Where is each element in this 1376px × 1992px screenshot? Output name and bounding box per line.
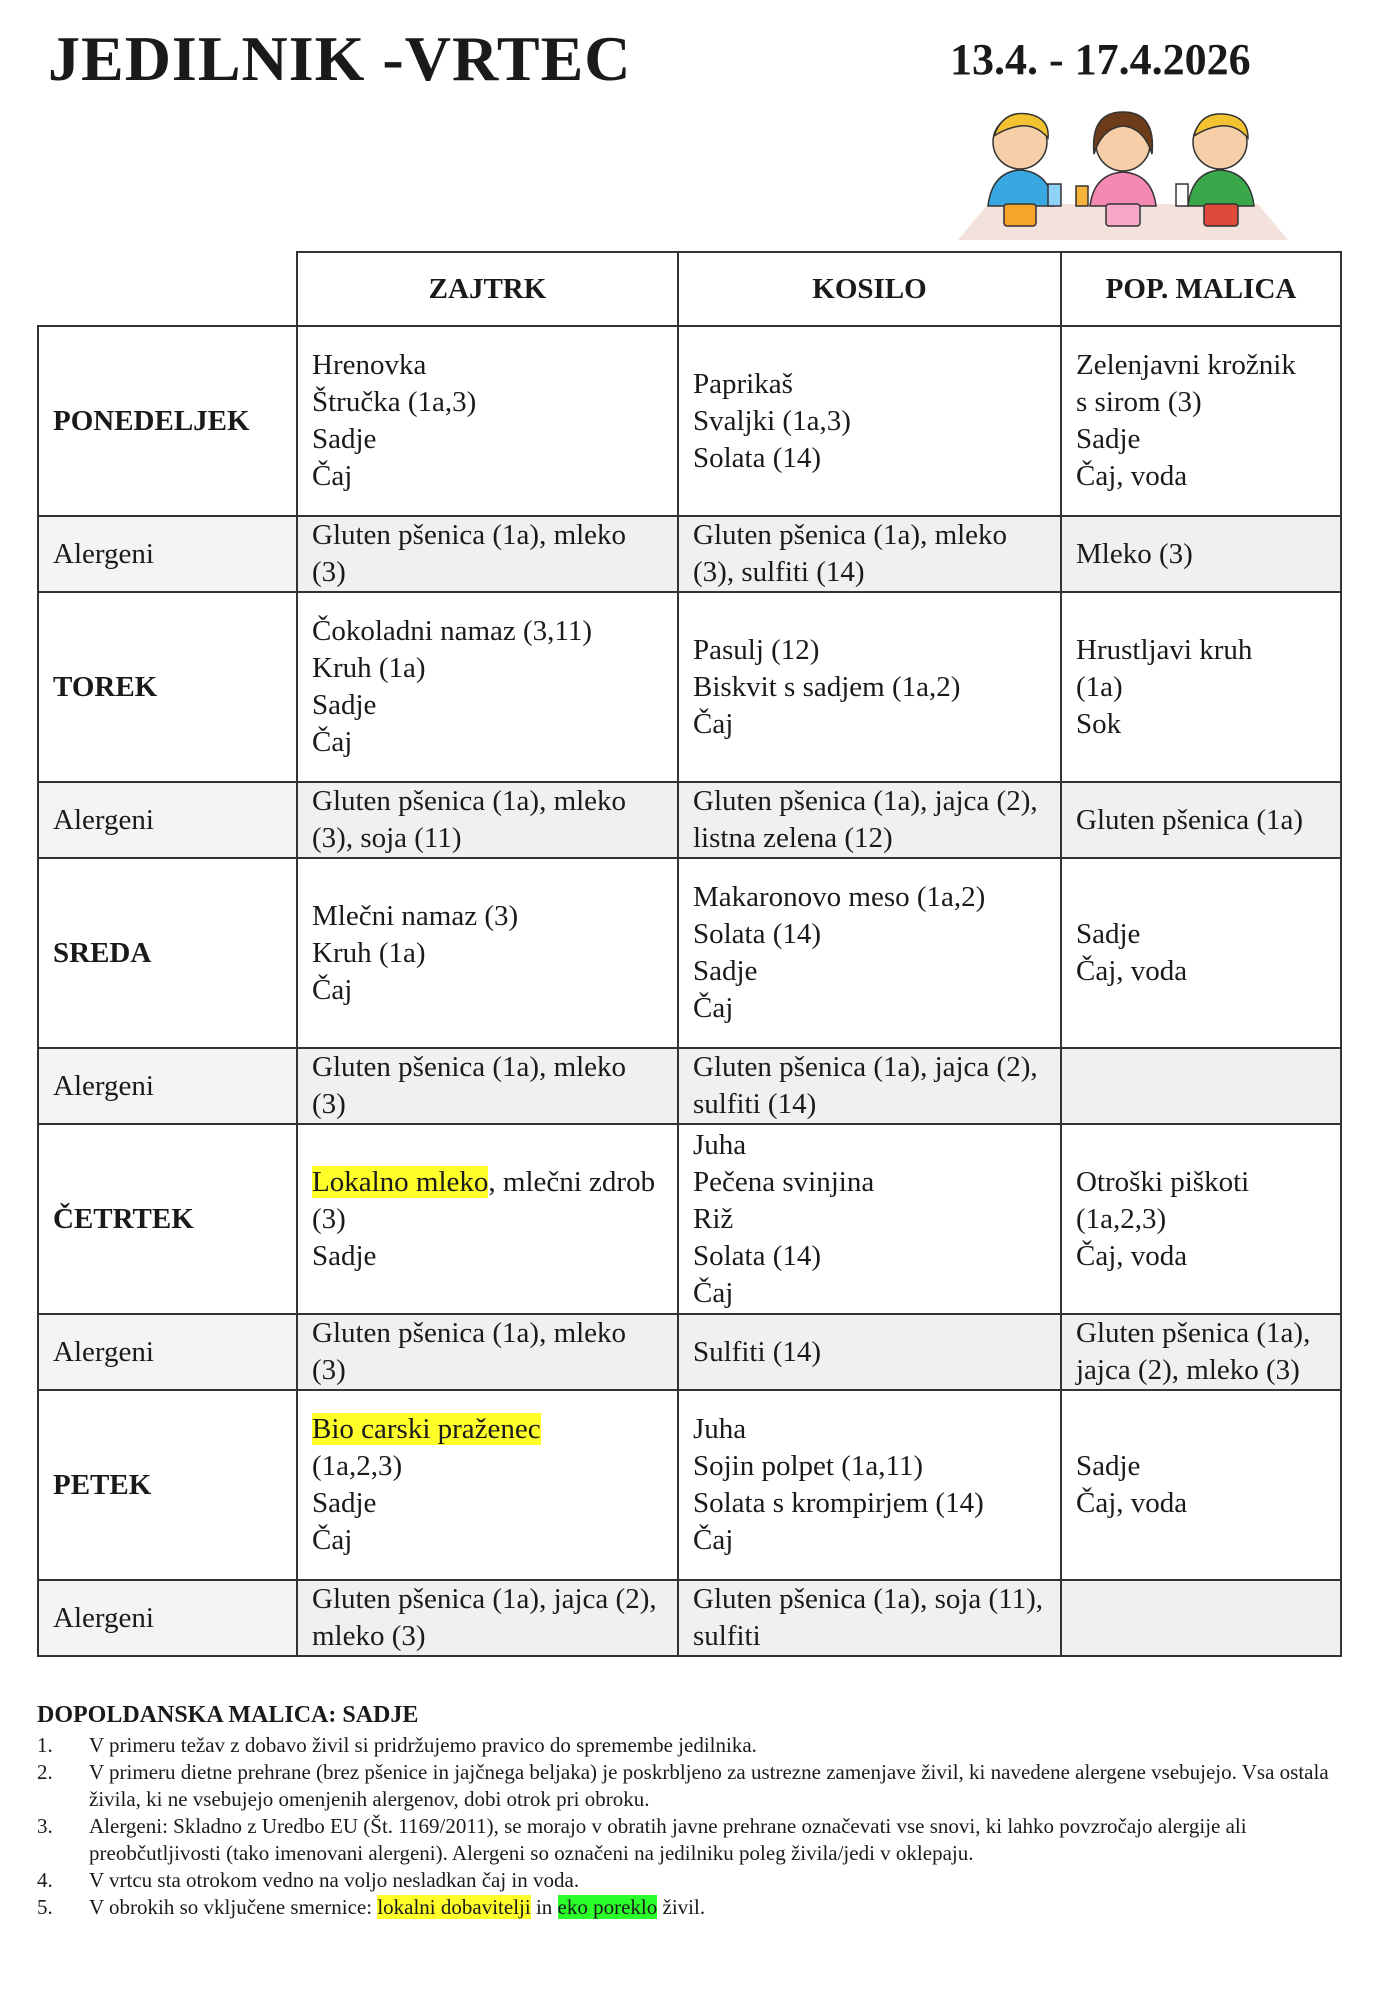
dish: Sadje bbox=[312, 1239, 377, 1272]
malica-cell bbox=[1061, 1124, 1341, 1314]
dish: Čaj, voda bbox=[1076, 1239, 1188, 1272]
zajtrk-cell bbox=[297, 858, 678, 1048]
dish: Hrustljavi kruh bbox=[1076, 633, 1253, 666]
dish: Sadje bbox=[312, 1487, 377, 1519]
dish: (1a,2,3) bbox=[312, 1450, 403, 1482]
meal-row-petek bbox=[38, 1390, 1341, 1580]
allergen-row-petek bbox=[38, 1580, 1341, 1656]
dish: Čaj bbox=[312, 1524, 353, 1556]
allergen-malica: Mleko (3) bbox=[1061, 516, 1341, 592]
kosilo-cell bbox=[678, 592, 1061, 782]
dish: Čaj bbox=[693, 992, 734, 1024]
note-item: 2. V primeru dietne prehrane (brez pšenice in jajčnega beljaka) je poskrbljeno za ustrezne zamenjave živil, ki navedene alergene vsebujejo. Vsa ostala živila, ki ne vsebujejo omenjenih alergenov, dobi otrok pri obroku. bbox=[37, 1760, 1329, 1811]
dish: Solata (14) bbox=[693, 1239, 822, 1272]
kosilo-cell bbox=[678, 1390, 1061, 1580]
dish: Otroški piškoti bbox=[1076, 1165, 1250, 1198]
dish: Čaj bbox=[312, 460, 353, 492]
allergen-label: Alergeni bbox=[38, 1314, 297, 1390]
meal-row-cetrtek bbox=[38, 1124, 1341, 1314]
dish: Sadje bbox=[693, 955, 758, 987]
allergen-kosilo: Gluten pšenica (1a), jajca (2), sulfiti (14) bbox=[678, 1048, 1061, 1124]
col-header-zajtrk: ZAJTRK bbox=[297, 252, 678, 326]
allergen-zajtrk: Gluten pšenica (1a), mleko (3) bbox=[297, 1314, 678, 1390]
allergen-kosilo: Sulfiti (14) bbox=[678, 1314, 1061, 1390]
dish-rest: , mlečni zdrob (3) bbox=[312, 1165, 656, 1235]
dish: Čaj, voda bbox=[1076, 1487, 1188, 1519]
day-label: PETEK bbox=[38, 1390, 297, 1580]
allergen-label: Alergeni bbox=[38, 516, 297, 592]
dish: Juha bbox=[693, 1413, 747, 1445]
kosilo-cell bbox=[678, 858, 1061, 1048]
dish: Čokoladni namaz (3,11) bbox=[312, 615, 592, 647]
col-header-kosilo: KOSILO bbox=[678, 252, 1061, 326]
dish: Čaj bbox=[693, 707, 734, 740]
menu-table bbox=[37, 251, 1342, 1657]
dish: Sadje bbox=[312, 689, 377, 721]
dish: Čaj bbox=[693, 1524, 734, 1556]
local-suppliers-highlight: lokalni dobavitelji bbox=[377, 1895, 531, 1919]
allergen-malica: Gluten pšenica (1a) bbox=[1061, 782, 1341, 858]
allergen-zajtrk: Gluten pšenica (1a), mleko (3), soja (11) bbox=[297, 782, 678, 858]
allergen-row-cetrtek bbox=[38, 1314, 1341, 1390]
malica-cell bbox=[1061, 858, 1341, 1048]
dish: Hrenovka bbox=[312, 349, 427, 381]
note-item: 3. Alergeni: Skladno z Uredbo EU (Št. 1169/2011), se morajo v obratih javne prehrane označevati vse snovi, ki lahko povzročajo alergije ali preobčutljivosti (tako imenovani alergeni). Alergeni so označeni na jedilniku poleg živila/jedi v oklepaju. bbox=[37, 1814, 1247, 1865]
dish: Solata (14) bbox=[693, 441, 822, 474]
dish: Pečena svinjina bbox=[693, 1165, 875, 1198]
dish: Solata s krompirjem (14) bbox=[693, 1487, 984, 1519]
zajtrk-cell bbox=[297, 592, 678, 782]
dish: Sadje bbox=[1076, 918, 1141, 950]
dish: Solata (14) bbox=[693, 918, 822, 950]
dish: Sok bbox=[1076, 707, 1122, 740]
dish: s sirom (3) bbox=[1076, 386, 1202, 418]
header-blank-cell bbox=[38, 252, 297, 326]
allergen-kosilo: Gluten pšenica (1a), jajca (2), listna zelena (12) bbox=[678, 782, 1061, 858]
children-eating-illustration bbox=[958, 108, 1288, 240]
zajtrk-cell bbox=[297, 1124, 678, 1314]
allergen-label: Alergeni bbox=[38, 782, 297, 858]
dish: Sadje bbox=[1076, 423, 1141, 455]
dish: Sojin polpet (1a,11) bbox=[693, 1450, 924, 1482]
malica-cell bbox=[1061, 1390, 1341, 1580]
allergen-zajtrk: Gluten pšenica (1a), mleko (3) bbox=[297, 516, 678, 592]
dish: Zelenjavni krožnik bbox=[1076, 349, 1296, 381]
footer-notes bbox=[37, 1700, 1337, 1921]
malica-cell bbox=[1061, 592, 1341, 782]
dish: (1a) bbox=[1076, 670, 1123, 703]
allergen-malica bbox=[1061, 1048, 1341, 1124]
dish: Čaj bbox=[312, 973, 353, 1006]
date-range: 13.4. - 17.4.2026 bbox=[950, 35, 1251, 84]
allergen-row-ponedeljek bbox=[38, 516, 1341, 592]
dish: Čaj, voda bbox=[1076, 460, 1188, 492]
bio-highlight: Bio carski praženec bbox=[312, 1413, 541, 1445]
table-header-row bbox=[38, 252, 1341, 326]
note-item: 1. V primeru težav z dobavo živil si pridržujemo pravico do spremembe jedilnika. bbox=[37, 1733, 757, 1757]
dish: Mlečni namaz (3) bbox=[312, 899, 519, 932]
dish: Makaronovo meso (1a,2) bbox=[693, 881, 986, 913]
allergen-malica: Gluten pšenica (1a), jajca (2), mleko (3) bbox=[1061, 1314, 1341, 1390]
allergen-zajtrk: Gluten pšenica (1a), mleko (3) bbox=[297, 1048, 678, 1124]
allergen-row-torek bbox=[38, 782, 1341, 858]
dish: Juha bbox=[693, 1128, 747, 1161]
allergen-kosilo: Gluten pšenica (1a), soja (11), sulfiti bbox=[678, 1580, 1061, 1656]
malica-cell bbox=[1061, 326, 1341, 516]
dish bbox=[312, 1411, 663, 1448]
allergen-zajtrk: Gluten pšenica (1a), jajca (2), mleko (3) bbox=[297, 1580, 678, 1656]
dish: Riž bbox=[693, 1202, 734, 1235]
allergen-malica bbox=[1061, 1580, 1341, 1656]
allergen-label: Alergeni bbox=[38, 1580, 297, 1656]
zajtrk-cell bbox=[297, 1390, 678, 1580]
dish: (1a,2,3) bbox=[1076, 1202, 1167, 1235]
dish: Kruh (1a) bbox=[312, 936, 426, 969]
dish: Sadje bbox=[312, 423, 377, 455]
note-item: 5. V obrokih so vključene smernice: lokalni dobavitelji in eko poreklo živil. bbox=[37, 1895, 706, 1919]
dish: Čaj bbox=[312, 726, 353, 758]
footer-heading: DOPOLDANSKA MALICA: SADJE bbox=[37, 1702, 419, 1728]
page-title: JEDILNIK -VRTEC bbox=[48, 23, 632, 94]
note-item: 4. V vrtcu sta otrokom vedno na voljo nesladkan čaj in voda. bbox=[37, 1868, 580, 1892]
kosilo-cell bbox=[678, 326, 1061, 516]
dish: Sadje bbox=[1076, 1450, 1141, 1482]
day-label: SREDA bbox=[38, 858, 297, 1048]
dish: Biskvit s sadjem (1a,2) bbox=[693, 670, 961, 703]
eco-origin-highlight: eko poreklo bbox=[557, 1895, 658, 1919]
meal-row-torek bbox=[38, 592, 1341, 782]
dish: Pasulj (12) bbox=[693, 633, 820, 666]
kosilo-cell bbox=[678, 1124, 1061, 1314]
day-label: PONEDELJEK bbox=[38, 326, 297, 516]
dish: Štručka (1a,3) bbox=[312, 386, 477, 418]
dish: Čaj, voda bbox=[1076, 955, 1188, 987]
local-highlight: Lokalno mleko bbox=[312, 1165, 489, 1198]
notes-list bbox=[37, 1732, 1337, 1921]
dish: Čaj bbox=[693, 1276, 734, 1309]
dish bbox=[312, 1164, 663, 1238]
zajtrk-cell bbox=[297, 326, 678, 516]
day-label: TOREK bbox=[38, 592, 297, 782]
meal-row-ponedeljek bbox=[38, 326, 1341, 516]
allergen-kosilo: Gluten pšenica (1a), mleko (3), sulfiti (14) bbox=[678, 516, 1061, 592]
dish: Paprikaš bbox=[693, 367, 793, 400]
meal-row-sreda bbox=[38, 858, 1341, 1048]
allergen-row-sreda bbox=[38, 1048, 1341, 1124]
day-label: ČETRTEK bbox=[38, 1124, 297, 1314]
dish: Kruh (1a) bbox=[312, 652, 426, 684]
dish: Svaljki (1a,3) bbox=[693, 404, 851, 437]
allergen-label: Alergeni bbox=[38, 1048, 297, 1124]
col-header-pop-malica: POP. MALICA bbox=[1061, 252, 1341, 326]
